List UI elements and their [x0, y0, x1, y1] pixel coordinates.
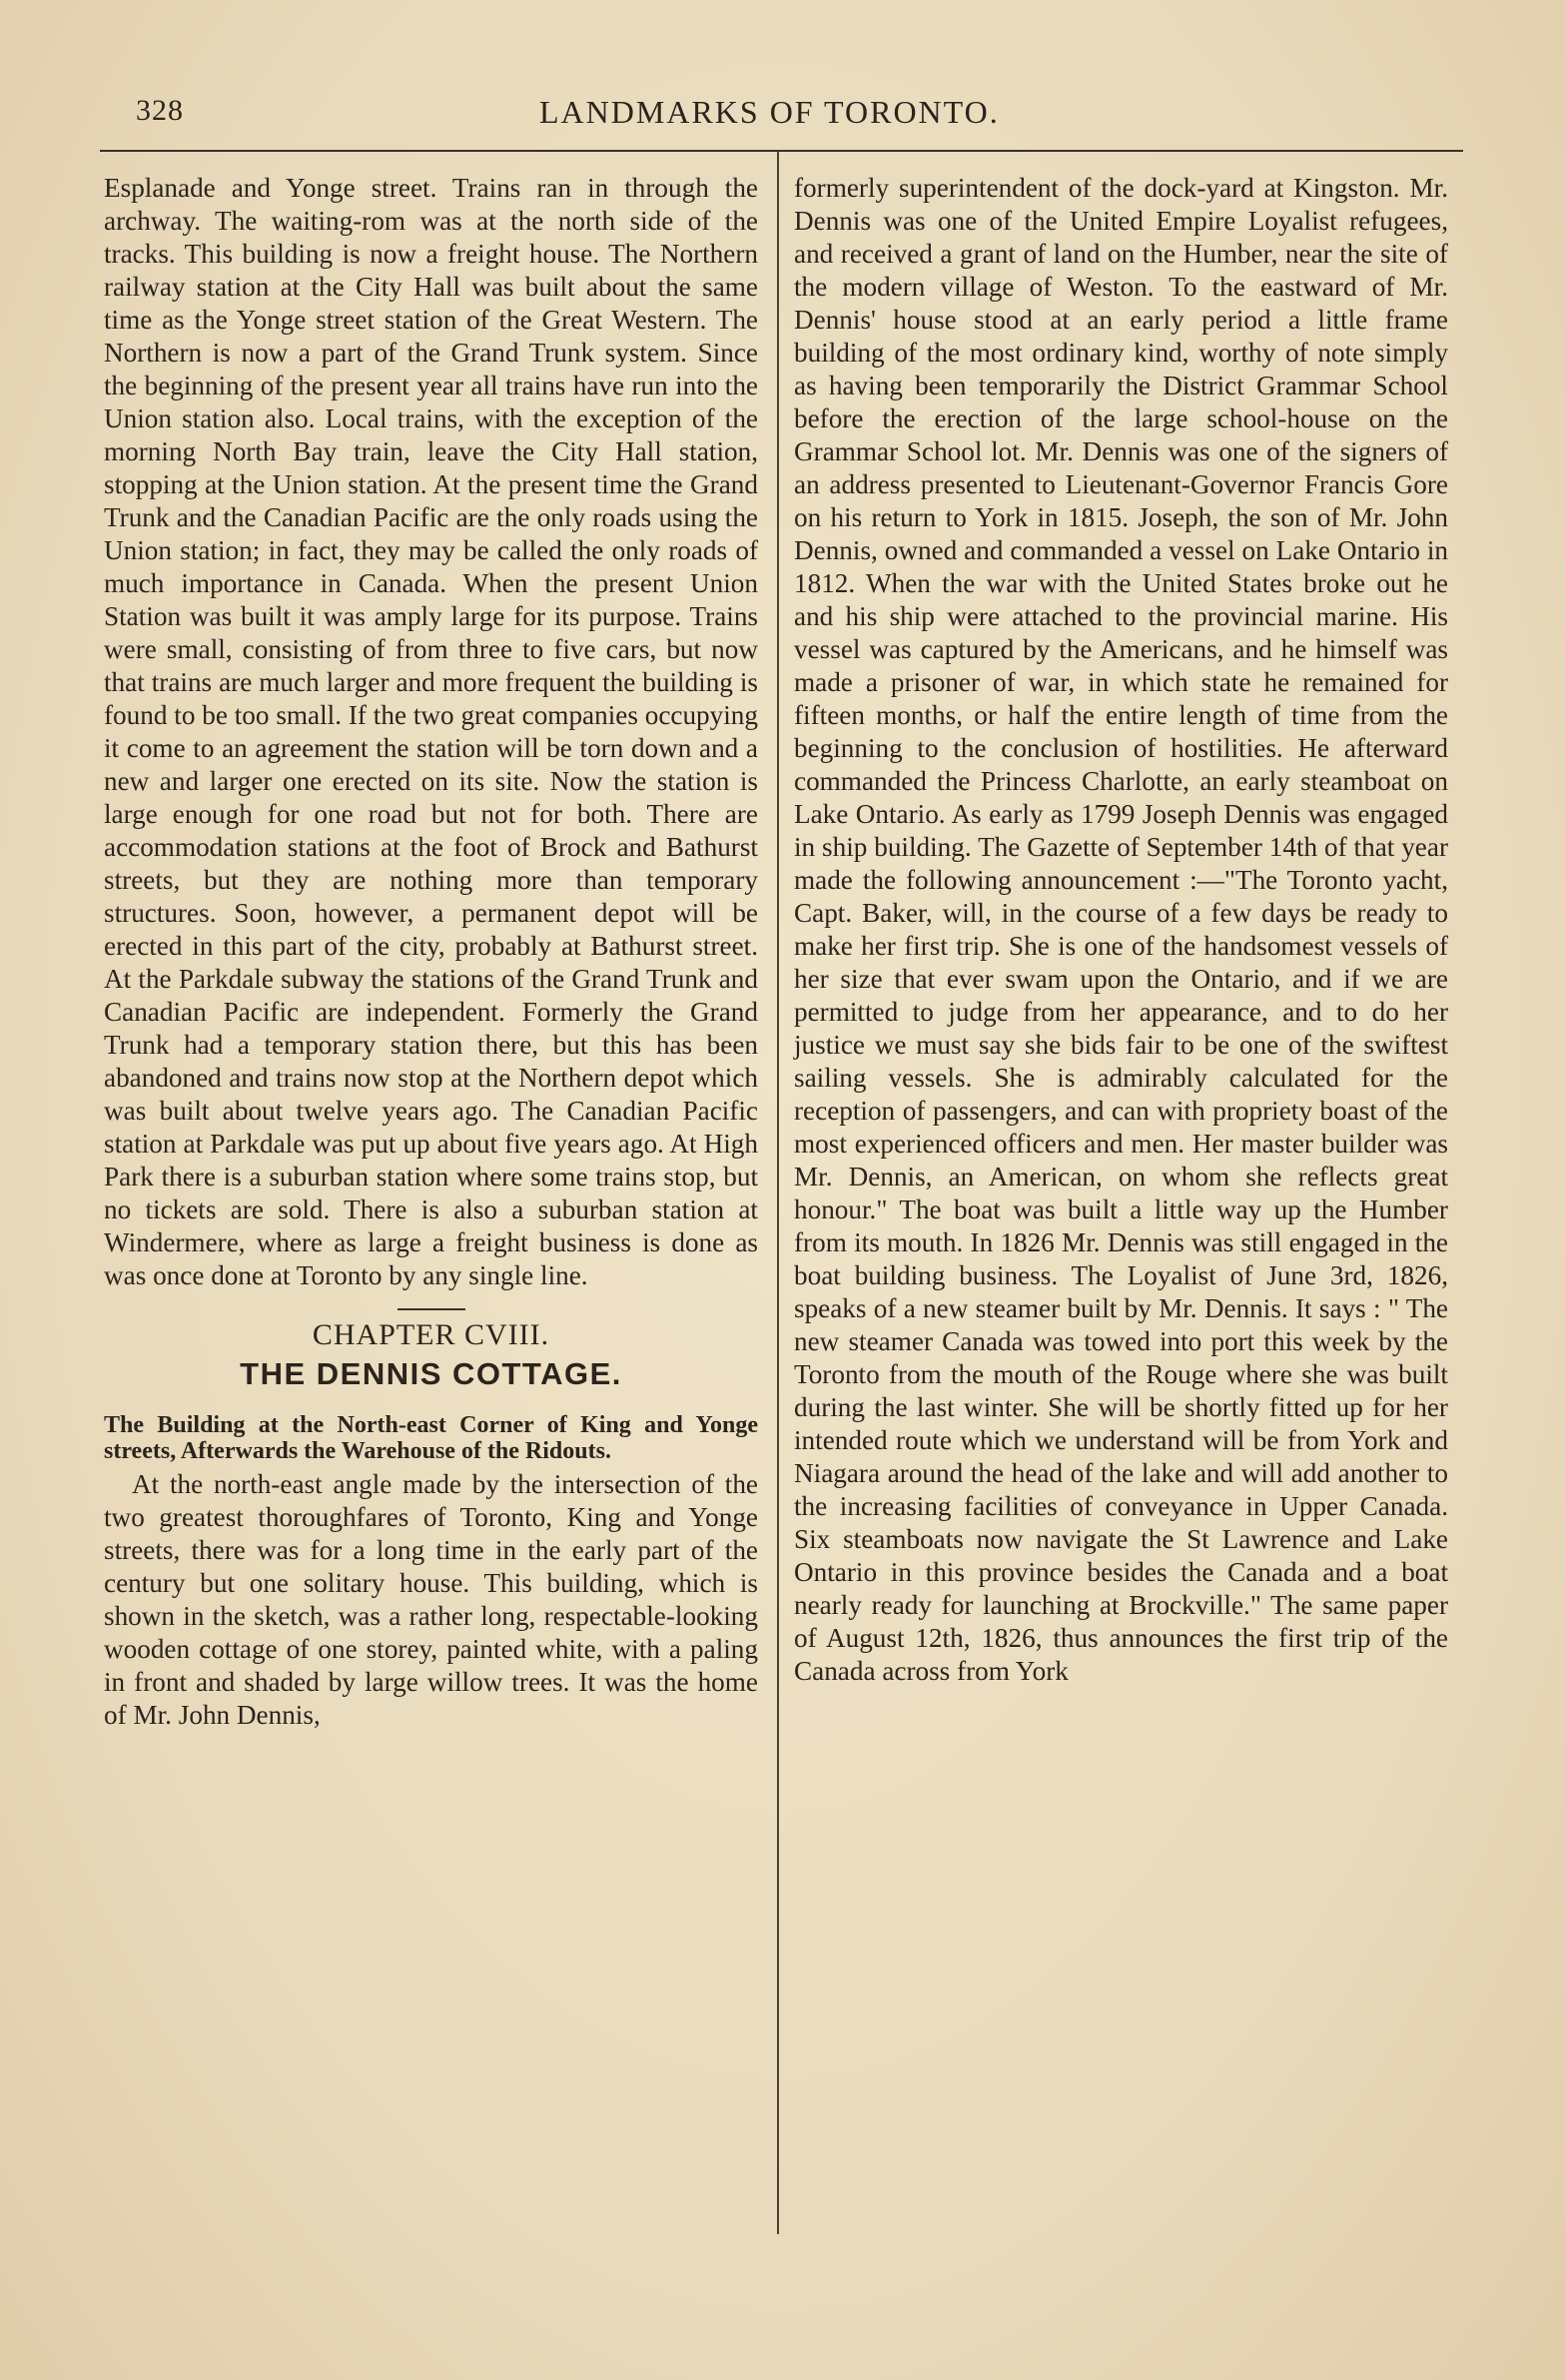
- chapter-subheading: The Building at the North-east Corner of King and Yonge streets, Afterwards the Warehouse of the Ridouts.: [104, 1412, 758, 1464]
- chapter-rule: [397, 1308, 465, 1310]
- left-column: [104, 172, 758, 1732]
- column-divider: [777, 152, 779, 2234]
- chapter-title: THE DENNIS COTTAGE.: [240, 1356, 622, 1391]
- running-head: LANDMARKS OF TORONTO.: [539, 94, 1000, 130]
- right-column: [794, 172, 1448, 1688]
- page-header: [100, 90, 1458, 134]
- left-paragraph-1: Esplanade and Yonge street. Trains ran in through the archway. The waiting-rom was at the north side of the tracks. This building is now a freight house. The Northern railway station at the City Hall was built about the same time as the Yonge street station of the Great Western. The Northern is now a part of the Grand Trunk system. Since the beginning of the present year all trains have run into the Union station also. Local trains, with the exception of the morning North Bay train, leave the City Hall station, stopping at the Union station. At the present time the Grand Trunk and the Canadian Pacific are the only roads using the Union station; in fact, they may be called the only roads of much importance in Canada. When the present Union Station was built it was amply large for its purpose. Trains were small, consisting of from three to five cars, but now that trains are much larger and more frequent the building is found to be too small. If the two great companies occupying it come to an agreement the station will be torn down and a new and larger one erected on its site. Now the station is large enough for one road but not for both. There are accommodation stations at the foot of Brock and Bathurst streets, but they are nothing more than temporary structures. Soon, however, a permanent depot will be erected in this part of the city, probably at Bathurst street. At the Parkdale subway the stations of the Grand Trunk and Canadian Pacific are independent. Formerly the Grand Trunk had a temporary station there, but this has been abandoned and trains now stop at the Northern depot which was built about twelve years ago. The Canadian Pacific station at Parkdale was put up about five years ago. At High Park there is a suburban station where some trains stop, but no tickets are sold. There is also a suburban station at Windermere, where as large a freight business is done as was once done at Toronto by any single line.: [104, 173, 758, 1290]
- header-rule: [100, 150, 1463, 152]
- left-paragraph-2: At the north-east angle made by the intersection of the two greatest thoroughfares of Toronto, King and Yonge streets, there was for a long time in the early part of the century but one solitary house. This building, which is shown in the sketch, was a rather long, respectable-looking wooden cottage of one storey, painted white, with a paling in front and shaded by large willow trees. It was the home of Mr. John Dennis,: [104, 1469, 758, 1730]
- chapter-number: CHAPTER CVIII.: [312, 1318, 550, 1351]
- page-number: 328: [136, 94, 184, 127]
- right-paragraph-1: formerly superintendent of the dock-yard at Kingston. Mr. Dennis was one of the United Empire Loyalist refugees, and received a grant of land on the Humber, near the site of the modern village of Weston. To the eastward of Mr. Dennis' house stood at an early period a little frame building of the most ordinary kind, worthy of note simply as having been temporarily the District Grammar School before the erection of the large school-house on the Grammar School lot. Mr. Dennis was one of the signers of an address presented to Lieutenant-Governor Francis Gore on his return to York in 1815. Joseph, the son of Mr. John Dennis, owned and commanded a vessel on Lake Ontario in 1812. When the war with the United States broke out he and his ship were attached to the provincial marine. His vessel was captured by the Americans, and he himself was made a prisoner of war, in which state he remained for fifteen months, or half the entire length of time from the beginning to the conclusion of hostilities. He afterward commanded the Princess Charlotte, an early steamboat on Lake Ontario. As early as 1799 Joseph Dennis was engaged in ship building. The Gazette of September 14th of that year made the following announcement :—"The Toronto yacht, Capt. Baker, will, in the course of a few days be ready to make her first trip. She is one of the handsomest vessels of her size that ever swam upon the Ontario, and if we are permitted to judge from her appearance, and to do her justice we must say she bids fair to be one of the swiftest sailing vessels. She is admirably calculated for the reception of passengers, and can with propriety boast of the most experienced officers and men. Her master builder was Mr. Dennis, an American, on whom she reflects great honour." The boat was built a little way up the Humber from its mouth. In 1826 Mr. Dennis was still engaged in the boat building business. The Loyalist of June 3rd, 1826, speaks of a new steamer built by Mr. Dennis. It says : " The new steamer Canada was towed into port this week by the Toronto from the mouth of the Rouge where she was built during the last winter. She will be shortly fitted up for her intended route which we understand will be from York and Niagara around the head of the lake and will add another to the increasing facilities of conveyance in Upper Canada. Six steamboats now navigate the St Lawrence and Lake Ontario in this province besides the Canada and a boat nearly ready for launching at Brockville." The same paper of August 12th, 1826, thus announces the first trip of the Canada across from York: [794, 173, 1448, 1686]
